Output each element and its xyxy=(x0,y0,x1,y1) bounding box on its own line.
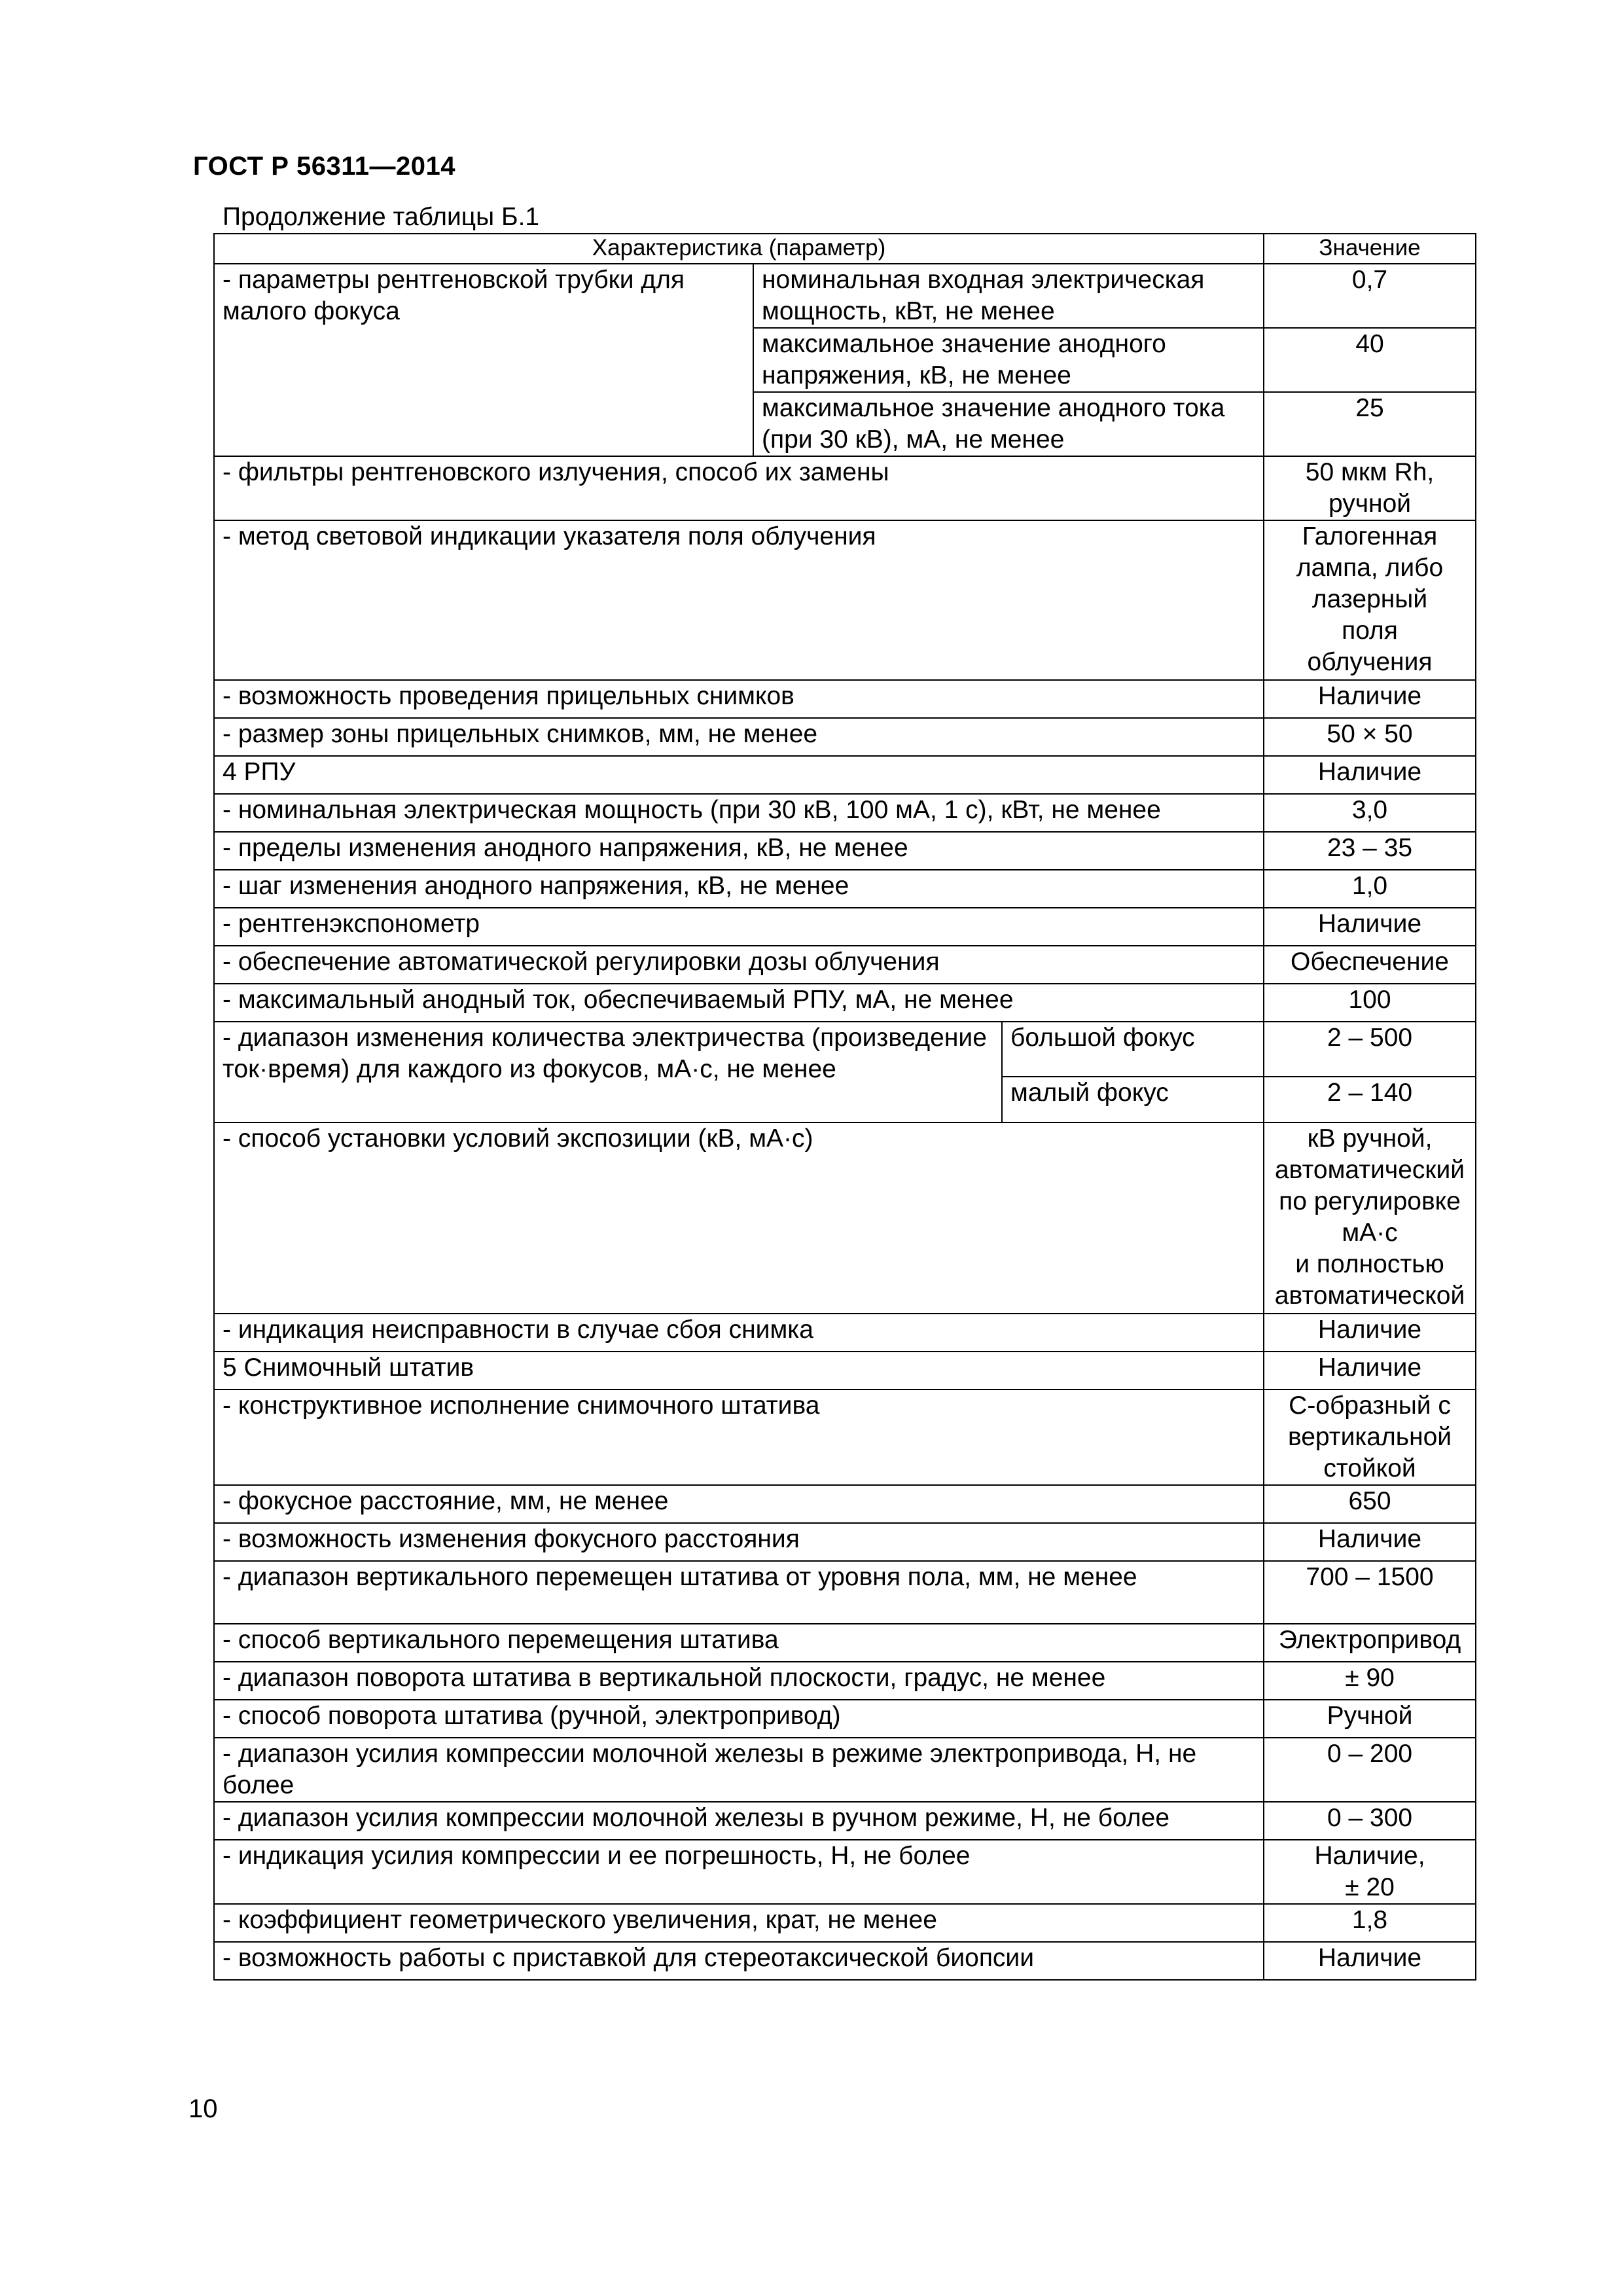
value-cell: 0 – 300 xyxy=(1264,1802,1476,1840)
table-row xyxy=(214,456,1476,520)
table-row xyxy=(214,1022,1476,1077)
value-cell: 1,0 xyxy=(1264,870,1476,908)
table-row xyxy=(214,1624,1476,1662)
table-row xyxy=(214,1122,1476,1314)
value-cell: С-образный с вертикальной стойкой xyxy=(1264,1390,1476,1485)
table-row xyxy=(214,1314,1476,1352)
value-cell: Галогенная лампа, либо лазерный поля облучения xyxy=(1264,520,1476,680)
table-row xyxy=(214,1390,1476,1485)
value-cell: 700 – 1500 xyxy=(1264,1561,1476,1624)
table-row xyxy=(214,1802,1476,1840)
value-cell: кВ ручной, автоматический по регулировке мА·с и полностью автоматической xyxy=(1264,1122,1476,1314)
parameter-cell: - способ поворота штатива (ручной, электропривод) xyxy=(214,1700,1264,1738)
spec-table xyxy=(213,233,1476,1981)
table-row xyxy=(214,794,1476,832)
parameter-cell: - конструктивное исполнение снимочного штатива xyxy=(214,1390,1264,1485)
subparameter-cell: максимальное значение анодного напряжения, кВ, не менее xyxy=(753,328,1264,392)
table-caption: Продолжение таблицы Б.1 xyxy=(223,203,540,231)
value-cell: Ручной xyxy=(1264,1700,1476,1738)
table-row xyxy=(214,1840,1476,1904)
table-row xyxy=(214,1700,1476,1738)
parameter-cell: - номинальная электрическая мощность (при 30 кВ, 100 мА, 1 с), кВт, не менее xyxy=(214,794,1264,832)
parameter-cell: - обеспечение автоматической регулировки дозы облучения xyxy=(214,946,1264,984)
parameter-cell: - способ вертикального перемещения штатива xyxy=(214,1624,1264,1662)
value-cell: Наличие xyxy=(1264,1942,1476,1980)
table-row xyxy=(214,832,1476,870)
parameter-cell: - диапазон изменения количества электричества (произведение ток·время) для каждого из фокусов, мА·с, не менее xyxy=(214,1022,1002,1122)
parameter-cell: - фокусное расстояние, мм, не менее xyxy=(214,1485,1264,1523)
subparameter-cell: большой фокус xyxy=(1002,1022,1264,1077)
value-cell: Электропривод xyxy=(1264,1624,1476,1662)
value-cell: 100 xyxy=(1264,984,1476,1022)
column-header-parameter: Характеристика (параметр) xyxy=(214,234,1264,264)
value-cell: 25 xyxy=(1264,392,1476,456)
table-row xyxy=(214,1523,1476,1561)
table-row xyxy=(214,264,1476,328)
parameter-cell: - индикация усилия компрессии и ее погрешность, Н, не более xyxy=(214,1840,1264,1904)
parameter-cell: - фильтры рентгеновского излучения, способ их замены xyxy=(214,456,1264,520)
table-row xyxy=(214,1662,1476,1700)
value-cell: Наличие xyxy=(1264,908,1476,946)
section-heading-cell: 4 РПУ xyxy=(214,756,1264,794)
value-cell: 50 мкм Rh, ручной xyxy=(1264,456,1476,520)
parameter-cell: - диапазон усилия компрессии молочной железы в режиме электропривода, Н, не более xyxy=(214,1738,1264,1802)
value-cell: 40 xyxy=(1264,328,1476,392)
value-cell: 2 – 500 xyxy=(1264,1022,1476,1077)
column-header-value: Значение xyxy=(1264,234,1476,264)
value-cell: 50 × 50 xyxy=(1264,718,1476,756)
parameter-cell: - возможность изменения фокусного расстояния xyxy=(214,1523,1264,1561)
value-cell: 23 – 35 xyxy=(1264,832,1476,870)
table-row xyxy=(214,984,1476,1022)
table-row xyxy=(214,1561,1476,1624)
value-cell: 3,0 xyxy=(1264,794,1476,832)
parameter-cell: - шаг изменения анодного напряжения, кВ, не менее xyxy=(214,870,1264,908)
value-cell: Наличие xyxy=(1264,1523,1476,1561)
table-row xyxy=(214,1942,1476,1980)
parameter-cell: - диапазон поворота штатива в вертикальной плоскости, градус, не менее xyxy=(214,1662,1264,1700)
table-row xyxy=(214,1738,1476,1802)
value-cell: Наличие xyxy=(1264,1352,1476,1390)
value-cell: Обеспечение xyxy=(1264,946,1476,984)
subparameter-cell: малый фокус xyxy=(1002,1077,1264,1122)
parameter-cell: - максимальный анодный ток, обеспечиваемый РПУ, мА, не менее xyxy=(214,984,1264,1022)
parameter-cell: - диапазон усилия компрессии молочной железы в ручном режиме, Н, не более xyxy=(214,1802,1264,1840)
subparameter-cell: номинальная входная электрическая мощность, кВт, не менее xyxy=(753,264,1264,328)
page-number: 10 xyxy=(188,2094,218,2123)
parameter-cell: - индикация неисправности в случае сбоя снимка xyxy=(214,1314,1264,1352)
parameter-cell: - размер зоны прицельных снимков, мм, не менее xyxy=(214,718,1264,756)
subparameter-cell: максимальное значение анодного тока (при 30 кВ), мА, не менее xyxy=(753,392,1264,456)
parameter-cell: - возможность работы с приставкой для стереотаксической биопсии xyxy=(214,1942,1264,1980)
document-header: ГОСТ Р 56311—2014 xyxy=(193,152,455,181)
table-row xyxy=(214,908,1476,946)
parameter-cell: - рентгенэкспонометр xyxy=(214,908,1264,946)
parameter-cell: - параметры рентгеновской трубки для малого фокуса xyxy=(214,264,753,456)
value-cell: Наличие xyxy=(1264,756,1476,794)
table-row xyxy=(214,520,1476,680)
table-row xyxy=(214,1485,1476,1523)
table-row xyxy=(214,756,1476,794)
table-row xyxy=(214,1352,1476,1390)
parameter-cell: - метод световой индикации указателя поля облучения xyxy=(214,520,1264,680)
parameter-cell: - способ установки условий экспозиции (кВ, мА·с) xyxy=(214,1122,1264,1314)
value-cell: 1,8 xyxy=(1264,1904,1476,1942)
table-row xyxy=(214,718,1476,756)
value-cell: 650 xyxy=(1264,1485,1476,1523)
table-row xyxy=(214,1904,1476,1942)
table-header-row xyxy=(214,234,1476,264)
value-cell: 0,7 xyxy=(1264,264,1476,328)
value-cell: ± 90 xyxy=(1264,1662,1476,1700)
parameter-cell: - диапазон вертикального перемещен штатива от уровня пола, мм, не менее xyxy=(214,1561,1264,1624)
value-cell: Наличие, ± 20 xyxy=(1264,1840,1476,1904)
parameter-cell: - пределы изменения анодного напряжения, кВ, не менее xyxy=(214,832,1264,870)
section-heading-cell: 5 Снимочный штатив xyxy=(214,1352,1264,1390)
value-cell: Наличие xyxy=(1264,680,1476,718)
table-row xyxy=(214,870,1476,908)
parameter-cell: - возможность проведения прицельных снимков xyxy=(214,680,1264,718)
value-cell: 2 – 140 xyxy=(1264,1077,1476,1122)
table-row xyxy=(214,946,1476,984)
value-cell: Наличие xyxy=(1264,1314,1476,1352)
parameter-cell: - коэффициент геометрического увеличения, крат, не менее xyxy=(214,1904,1264,1942)
value-cell: 0 – 200 xyxy=(1264,1738,1476,1802)
table-row xyxy=(214,680,1476,718)
